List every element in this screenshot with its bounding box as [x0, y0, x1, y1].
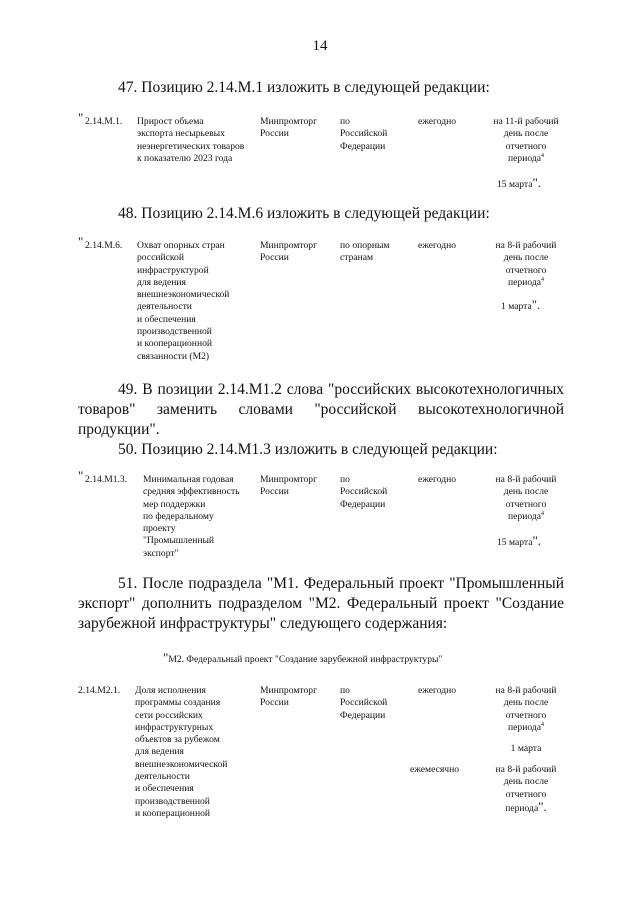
row-code: 2.14.М2.1. [78, 685, 121, 696]
subsection-heading: "М2. Федеральный проект "Создание зарубежной инфраструктуры" [163, 650, 443, 665]
row-date: 1 марта". [501, 297, 541, 312]
row-indicator-name: Минимальная годовая средняя эффективность мер поддержки по федеральному проекту "Промышленный экспорт" [143, 474, 240, 559]
item-49-line-3: продукции". [78, 421, 160, 438]
row-ministry: Минпромторг России [260, 685, 318, 709]
row-scope: по Российской Федерации [340, 116, 388, 152]
item-51-line-3: зарубежной инфраструктуры" следующего содержания: [78, 615, 448, 632]
row-frequency: ежегодно [418, 116, 457, 127]
row-date: 15 марта". [497, 175, 542, 190]
row-deadline: на 8-й рабочий день после отчетного периода$^4$ [495, 240, 557, 288]
footnote-mark: 4 [540, 721, 544, 728]
open-quote: " [78, 468, 84, 483]
row-indicator-name: Доля исполнения программы создания сети российских инфраструктурных объектов за рубежом для ведения внешнеэкономической деятельности и обеспечения производственной и кооперационной [135, 685, 228, 819]
item-47-text: 47. Позицию 2.14.М.1 изложить в следующей редакции: [118, 79, 490, 96]
row-ministry: Минпромторг России [260, 474, 318, 498]
row-indicator-name: Охват опорных стран российской инфраструктурой для ведения внешнеэкономической деятельности и обеспечения производственной и кооперационной связанности (М2) [137, 240, 230, 362]
item-51-line-2: экспорт" дополнить подразделом "М2. Федеральный проект "Создание [78, 595, 564, 612]
row-date: 15 марта". [497, 533, 542, 548]
footnote-mark: 4 [540, 276, 544, 283]
close-quote: ". [538, 798, 547, 814]
row-frequency: ежегодно [418, 474, 457, 485]
footnote-mark: 4 [540, 510, 544, 517]
row-frequency: ежегодно [418, 240, 457, 251]
row-deadline-annual: на 8-й рабочий день после отчетного периода$^4$ [495, 685, 557, 733]
page-number: 14 [312, 38, 328, 54]
row-frequency-annual: ежегодно [418, 685, 457, 696]
footnote-mark: 4 [540, 152, 544, 159]
close-quote: ". [532, 533, 542, 548]
item-49-line-2: товаров" заменить словами "российской высокотехнологичной [78, 401, 564, 418]
open-quote: " [163, 650, 169, 665]
row-code: 2.14.М.1. [85, 116, 123, 127]
row-scope: по Российской Федерации [340, 685, 388, 721]
row-frequency-monthly: ежемесячно [410, 764, 460, 775]
row-deadline: на 8-й рабочий день после отчетного периода$^4$ [495, 474, 557, 522]
close-quote: ". [532, 175, 542, 190]
open-quote: " [78, 110, 84, 125]
row-date: 1 марта [510, 743, 542, 754]
row-code: 2.14.М.6. [85, 240, 123, 251]
row-ministry: Минпромторг России [260, 116, 318, 140]
close-quote: ". [531, 297, 541, 312]
item-48-text: 48. Позицию 2.14.М.6 изложить в следующей редакции: [118, 205, 490, 222]
row-scope: по Российской Федерации [340, 474, 388, 510]
open-quote: " [78, 234, 84, 249]
row-deadline: на 11-й рабочий день после отчетного периода$^4$ [493, 116, 559, 164]
row-deadline-monthly: на 8-й рабочий день после отчетного периода". [495, 764, 557, 814]
row-ministry: Минпромторг России [260, 240, 318, 264]
row-scope: по опорным странам [340, 240, 390, 264]
item-49-line-1: 49. В позиции 2.14.М1.2 слова "российских высокотехнологичных [118, 381, 564, 398]
row-indicator-name: Прирост объема экспорта несырьевых неэнергетических товаров к показателю 2023 года [137, 116, 245, 164]
item-51-line-1: 51. После подраздела "М1. Федеральный проект "Промышленный [118, 575, 564, 592]
item-50-text: 50. Позицию 2.14.М1.3 изложить в следующей редакции: [118, 441, 498, 458]
row-code: 2.14.М1.3. [85, 474, 128, 485]
